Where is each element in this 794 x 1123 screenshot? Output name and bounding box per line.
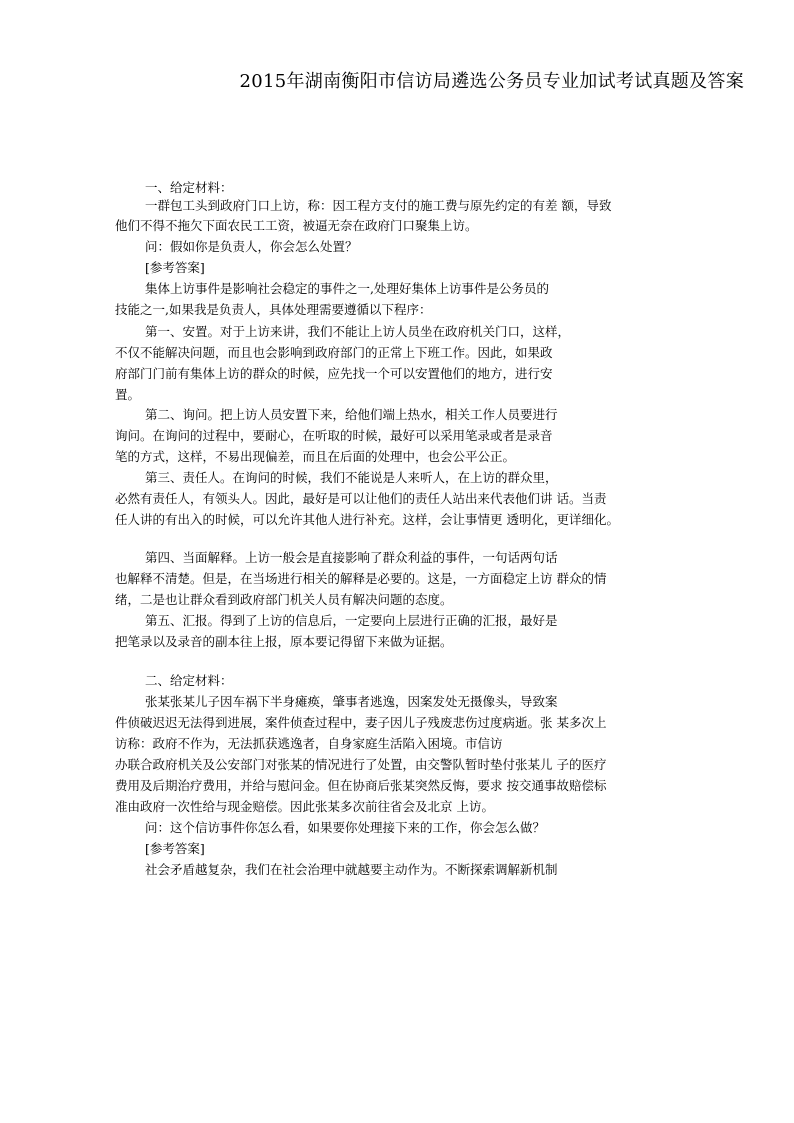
paragraph-line: 一群包工头到政府门口上访，称：因工程方支付的施工费与原先约定的有差 额，导致 <box>145 198 612 213</box>
paragraph-line: 把笔录以及录音的副本往上报，原本要记得留下来做为证据。 <box>115 634 453 649</box>
paragraph-line: 第五、汇报。得到了上访的信息后，一定要向上层进行正确的汇报，最好是 <box>145 613 558 628</box>
paragraph-line: 也解释不清楚。但是，在当场进行相关的解释是必要的。这是，一方面稳定上访 群众的情 <box>115 571 607 586</box>
reference-answer-label: [参考答案] <box>145 841 205 856</box>
document-title: 2015年湖南衡阳市信访局遴选公务员专业加试考试真题及答案 <box>239 71 744 92</box>
paragraph-line: 集体上访事件是影响社会稳定的事件之一,处理好集体上访事件是公务员的 <box>145 281 549 296</box>
paragraph-line: 访称：政府不作为，无法抓获逃逸者，自身家庭生活陷入困境。市信访 <box>115 736 503 751</box>
paragraph-line: 不仅不能解决问题，而且也会影响到政府部门的正常上下班工作。因此，如果政 <box>115 345 553 360</box>
paragraph-line: 件侦破迟迟无法得到进展，案件侦查过程中，妻子因儿子残废悲伤过度病逝。张 某多次上 <box>115 715 607 730</box>
paragraph-line: 办联合政府机关及公安部门对张某的情况进行了处置，由交警队暂时垫付张某儿 子的医疗 <box>115 757 607 772</box>
paragraph-line: 第一、安置。对于上访来讲，我们不能让上访人员坐在政府机关门口，这样， <box>145 324 571 339</box>
section-heading-1: 一、给定材料： <box>145 180 233 195</box>
paragraph-line: 必然有责任人，有领头人。因此，最好是可以让他们的责任人站出来代表他们讲 话。当责 <box>115 491 607 506</box>
paragraph-line: 技能之一,如果我是负责人，具体处理需要遵循以下程序： <box>115 302 432 317</box>
section-heading-2: 二、给定材料： <box>145 673 233 688</box>
paragraph-line: 笔的方式，这样，不易出现偏差，而且在后面的处理中，也会公平公正。 <box>115 449 516 464</box>
paragraph-line: 张某张某儿子因车祸下半身瘫痪，肇事者逃逸，因案发处无摄像头，导致案 <box>145 694 558 709</box>
paragraph-line: 他们不得不拖欠下面农民工工资，被逼无奈在政府门口聚集上访。 <box>115 218 478 233</box>
paragraph-line: 置。 <box>115 387 141 402</box>
paragraph-line: 询问。在询问的过程中，要耐心，在听取的时候，最好可以采用笔录或者是录音 <box>115 428 553 443</box>
paragraph-line: 任人讲的有出入的时候，可以允许其他人进行补充。这样，会让事情更 透明化，更详细化。 <box>115 512 619 527</box>
paragraph-line: 第四、当面解释。上访一般会是直接影响了群众利益的事件，一句话两句话 <box>145 550 558 565</box>
paragraph-line: 准由政府一次性给与现金赔偿。因此张某多次前往省会及北京 上访。 <box>115 799 494 814</box>
paragraph-line: 府部门门前有集体上访的群众的时候，应先找一个可以安置他们的地方，进行安 <box>115 366 553 381</box>
paragraph-line: 费用及后期治疗费用，并给与慰问金。但在协商后张某突然反悔，要求 按交通事故赔偿标 <box>115 778 607 793</box>
paragraph-line: 社会矛盾越复杂，我们在社会治理中就越要主动作为。不断探索调解新机制 <box>145 862 558 877</box>
paragraph-line: 第三、责任人。在询问的时候，我们不能说是人来听人，在上访的群众里， <box>145 470 558 485</box>
paragraph-line: 第二、询问。把上访人员安置下来，给他们端上热水，相关工作人员要进行 <box>145 407 558 422</box>
paragraph-line: 绪，二是也让群众看到政府部门机关人员有解决问题的态度。 <box>115 592 453 607</box>
question-line: 问：假如你是负责人，你会怎么处置？ <box>145 239 358 254</box>
reference-answer-label: [参考答案] <box>145 260 205 275</box>
question-line: 问：这个信访事件你怎么看，如果要你处理接下来的工作，你会怎么做？ <box>145 820 546 835</box>
